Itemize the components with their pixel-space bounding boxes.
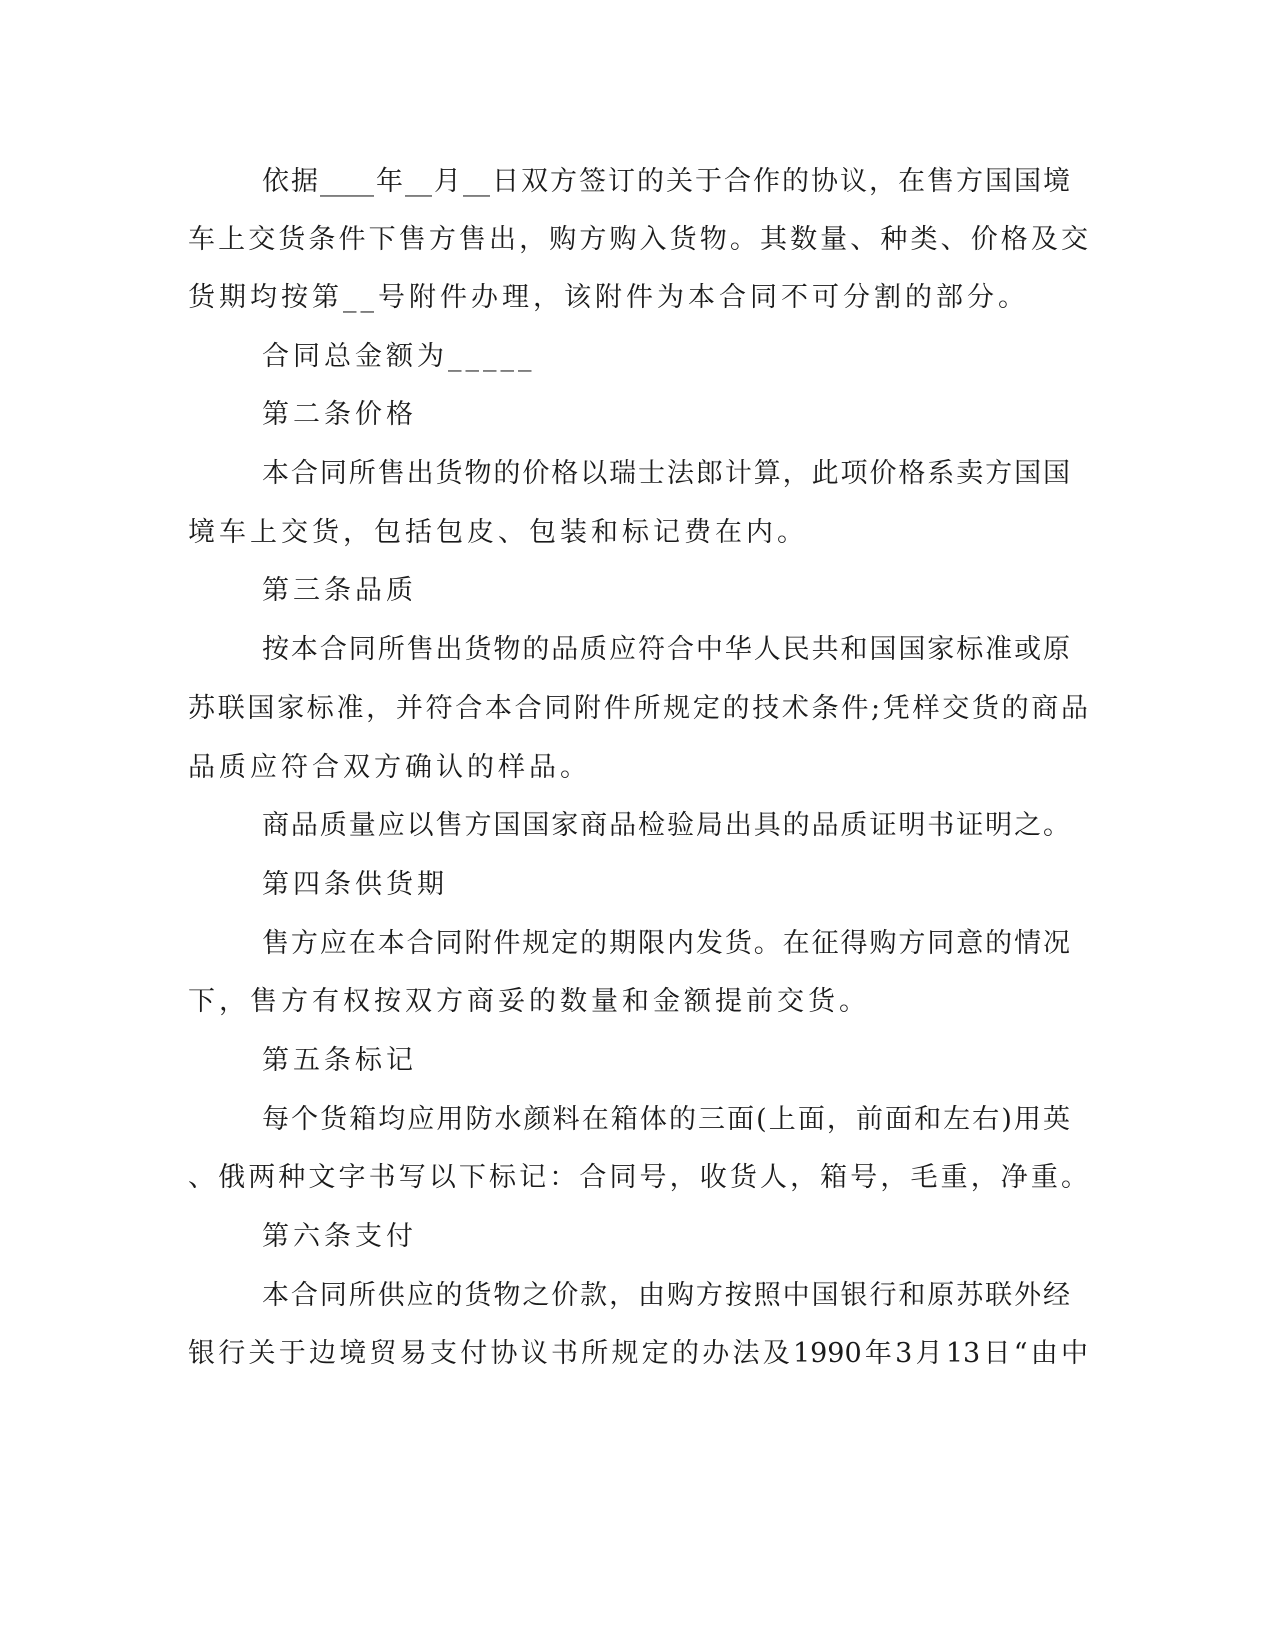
article-6-heading: 第六条支付	[262, 1221, 417, 1252]
text-line-7: 境车上交货，包括包皮、包装和标记费在内。	[188, 517, 808, 548]
text-line-18: 、俄两种文字书写以下标记：合同号，收货人，箱号，毛重，净重。	[188, 1162, 1088, 1193]
article-4-heading: 第四条供货期	[262, 869, 448, 900]
text-line-20: 本合同所供应的货物之价款，由购方按照中国银行和原苏联外经	[262, 1280, 1070, 1311]
text-line-10: 苏联国家标准，并符合本合同附件所规定的技术条件;凭样交货的商品	[188, 693, 1088, 724]
text-line-11: 品质应符合双方确认的样品。	[188, 752, 591, 783]
text-line-1: 依据____年__月__日双方签订的关于合作的协议，在售方国国境	[262, 166, 1070, 197]
text-line-12: 商品质量应以售方国国家商品检验局出具的品质证明书证明之。	[262, 810, 1070, 841]
text-line-2: 车上交货条件下售方售出，购方购入货物。其数量、种类、价格及交	[188, 224, 1088, 255]
text-line-21: 银行关于边境贸易支付协议书所规定的办法及1990年3月13日“由中	[188, 1338, 1088, 1369]
text-line-17: 每个货箱均应用防水颜料在箱体的三面(上面，前面和左右)用英	[262, 1104, 1070, 1135]
text-line-14: 售方应在本合同附件规定的期限内发货。在征得购方同意的情况	[262, 928, 1070, 959]
text-line-6: 本合同所售出货物的价格以瑞士法郎计算，此项价格系卖方国国	[262, 458, 1070, 489]
text-line-9: 按本合同所售出货物的品质应符合中华人民共和国国家标准或原	[262, 634, 1070, 665]
text-line-15: 下，售方有权按双方商妥的数量和金额提前交货。	[188, 986, 870, 1017]
article-2-heading: 第二条价格	[262, 399, 417, 430]
text-line-4: 合同总金额为_____	[262, 341, 536, 372]
article-5-heading: 第五条标记	[262, 1045, 417, 1076]
text-line-3: 货期均按第__号附件办理，该附件为本合同不可分割的部分。	[188, 282, 1029, 313]
article-3-heading: 第三条品质	[262, 575, 417, 606]
